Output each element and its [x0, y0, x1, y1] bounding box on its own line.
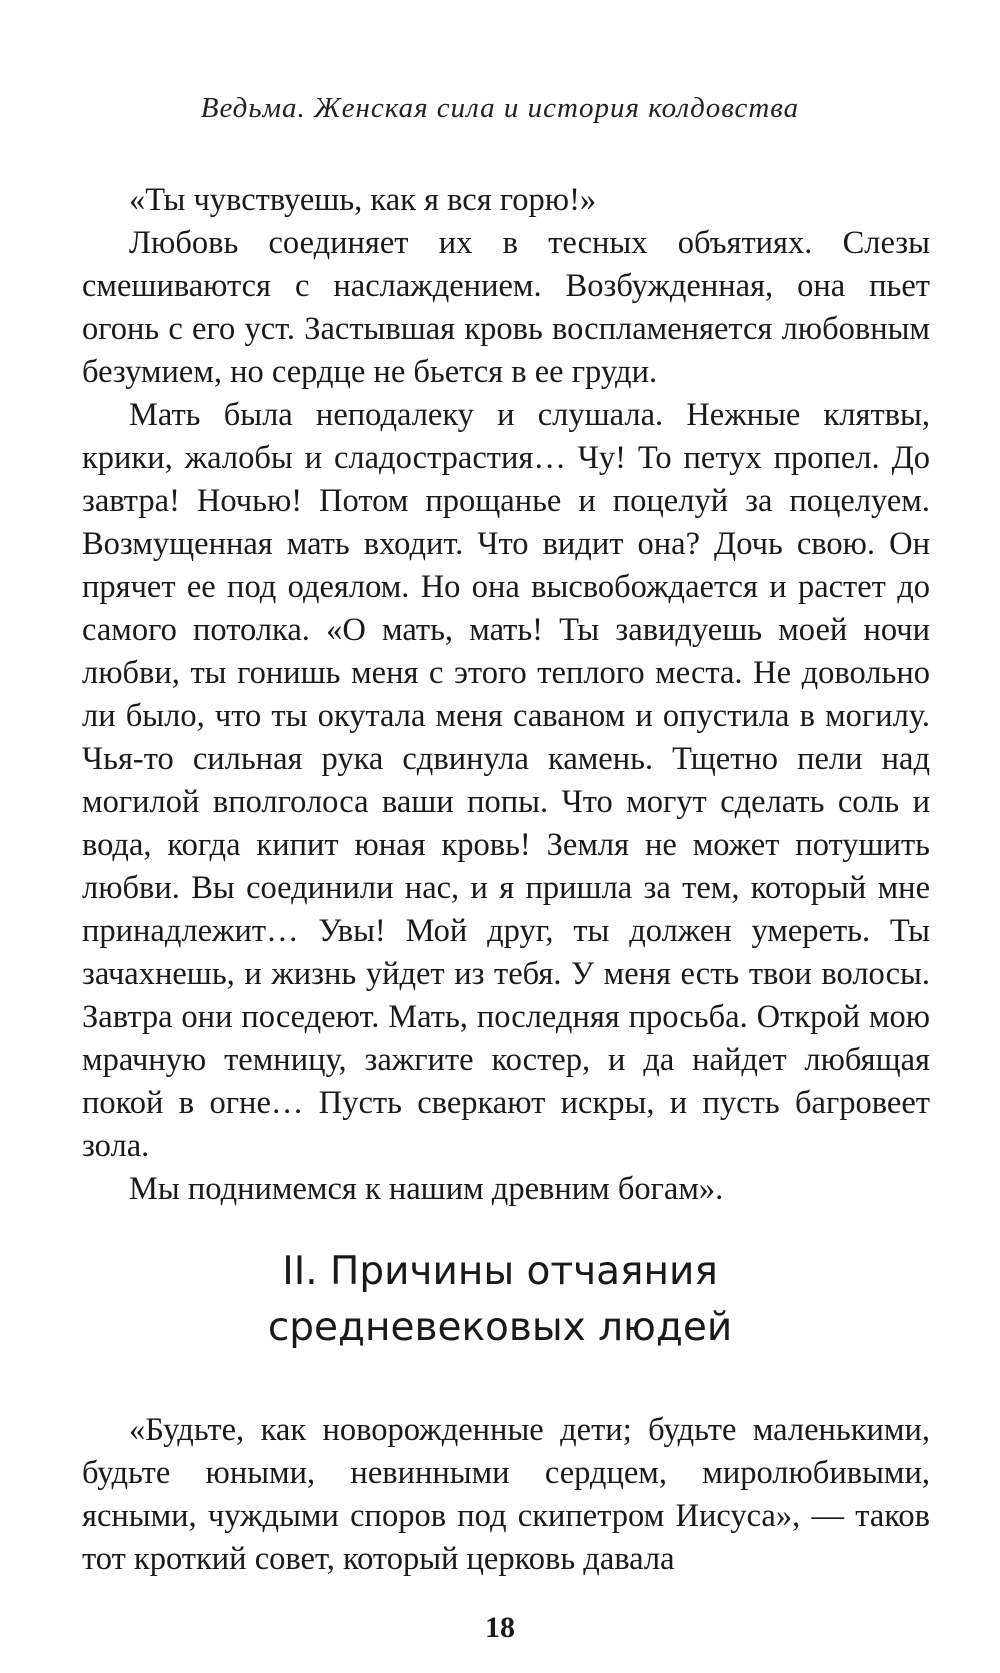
running-head: Ведьма. Женская сила и история колдовства — [200, 92, 800, 124]
section-heading-line: средневековых людей — [267, 1305, 733, 1350]
paragraph: «Ты чувствуешь, как я вся горю!» — [129, 182, 597, 218]
paragraph: «Будьте, как новорожденные дети; будьте маленькими, будьте юными, невинными сердцем, миролюбивыми, ясными, чуждыми споров под скипетром Иисуса», — таков тот кроткий совет, который церковь давала — [82, 1412, 930, 1577]
paragraph: Любовь соединяет их в тесных объятиях. Слезы смешиваются с наслаждением. Возбужденная, она пьет огонь с его уст. Застывшая кровь воспламеняется любовным безумием, но сердце не бьется в ее груди. — [82, 225, 930, 390]
page-number: 18 — [485, 1611, 515, 1644]
section-heading — [0, 1244, 1000, 1356]
paragraph: Мать была неподалеку и слушала. Нежные клятвы, крики, жалобы и сладострастия… Чу! То петух пропел. До завтра! Ночью! Потом прощанье и поцелуй за поцелуем. Возмущенная мать входит. Что видит она? Дочь свою. Он прячет ее под одеялом. Но она высвобождается и растет до самого потолка. «О мать, мать! Ты завидуешь моей ночи любви, ты гонишь меня с этого теплого места. Не довольно ли было, что ты окутала меня саваном и опустила в могилу. Чья-то сильная рука сдвинула камень. Тщетно пели над могилой вполголоса ваши попы. Что могут сделать соль и вода, когда кипит юная кровь! Земля не может потушить любви. Вы соединили нас, и я пришла за тем, который мне принадлежит… Увы! Мой друг, ты должен умереть. Ты зачахнешь, и жизнь уйдет из тебя. У меня есть твои волосы. Завтра они поседеют. Мать, последняя просьба. Открой мою мрачную темницу, зажгите костер, и да найдет любящая покой в огне… Пусть сверкают искры, и пусть багровеет зола. — [82, 397, 930, 1164]
section-heading-line: II. Причины отчаяния — [282, 1249, 718, 1294]
text-block-bottom — [82, 1409, 930, 1581]
paragraph: Мы поднимемся к нашим древним богам». — [129, 1171, 724, 1207]
text-block-top — [82, 179, 930, 1211]
